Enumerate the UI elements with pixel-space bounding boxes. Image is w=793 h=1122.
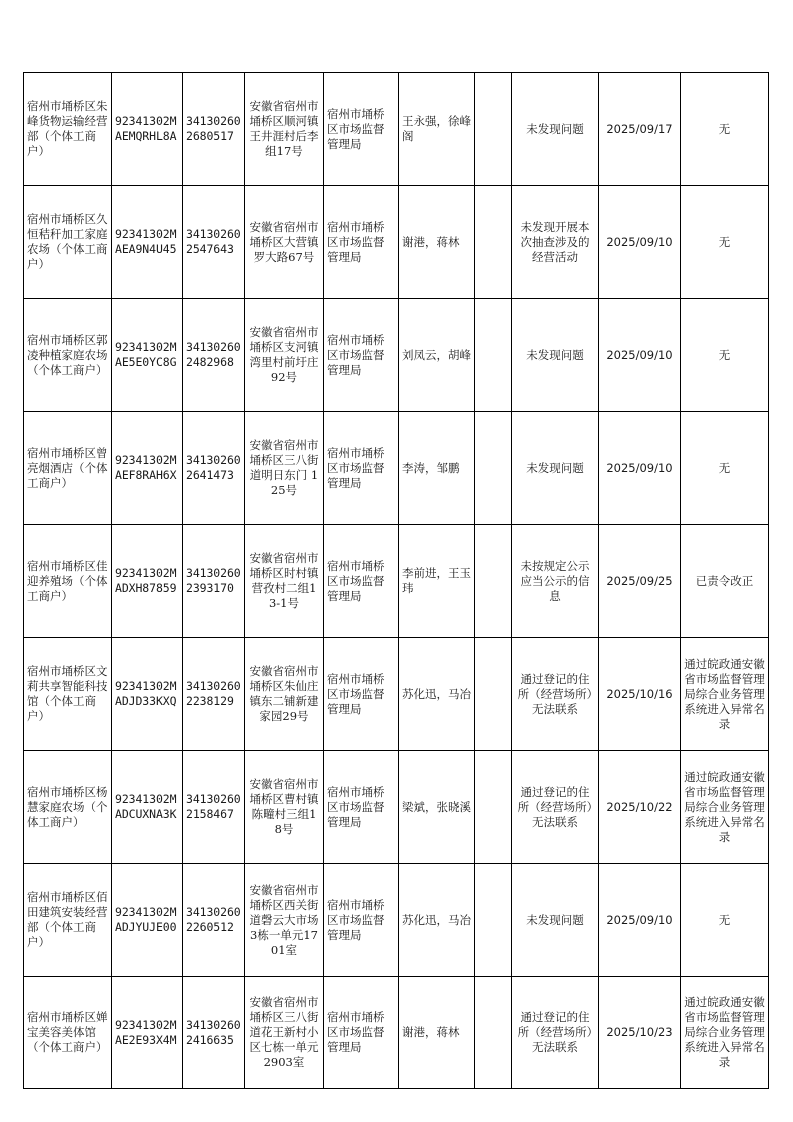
- inspection-authority-cell: 宿州市埇桥区市场监督管理局: [324, 299, 399, 412]
- address-cell: 安徽省宿州市埇桥区三八街道明日东门 125号: [245, 412, 324, 525]
- inspection-result-cell: 未发现问题: [512, 864, 599, 977]
- inspection-results-table: [23, 72, 769, 1089]
- inspection-date-cell: 2025/09/10: [599, 864, 681, 977]
- credit-code-cell: 92341302MADXH87859: [112, 525, 183, 638]
- address-cell: 安徽省宿州市埇桥区时村镇营孜村二组13-1号: [245, 525, 324, 638]
- empty-cell: [475, 638, 512, 751]
- empty-cell: [475, 525, 512, 638]
- registration-number-cell: 341302602238129: [183, 638, 245, 751]
- inspection-authority-cell: 宿州市埇桥区市场监督管理局: [324, 977, 399, 1089]
- table-row: [24, 525, 769, 638]
- empty-cell: [475, 977, 512, 1089]
- registration-number-cell: 341302602416635: [183, 977, 245, 1089]
- address-cell: 安徽省宿州市埇桥区大营镇罗大路67号: [245, 186, 324, 299]
- inspection-authority-cell: 宿州市埇桥区市场监督管理局: [324, 751, 399, 864]
- registration-number-cell: 341302602158467: [183, 751, 245, 864]
- handling-cell: 已责令改正: [681, 525, 769, 638]
- credit-code-cell: 92341302MAE2E93X4M: [112, 977, 183, 1089]
- inspection-date-cell: 2025/09/10: [599, 299, 681, 412]
- inspection-date-cell: 2025/09/17: [599, 73, 681, 186]
- inspection-authority-cell: 宿州市埇桥区市场监督管理局: [324, 525, 399, 638]
- empty-cell: [475, 299, 512, 412]
- table-row: [24, 73, 769, 186]
- table-row: [24, 186, 769, 299]
- address-cell: 安徽省宿州市埇桥区朱仙庄镇东二铺新建家园29号: [245, 638, 324, 751]
- entity-name-cell: 宿州市埇桥区曾亮烟酒店（个体工商户）: [24, 412, 112, 525]
- inspection-result-cell: 未发现问题: [512, 299, 599, 412]
- inspection-authority-cell: 宿州市埇桥区市场监督管理局: [324, 638, 399, 751]
- handling-cell: 无: [681, 299, 769, 412]
- inspection-result-cell: 未按规定公示应当公示的信息: [512, 525, 599, 638]
- inspectors-cell: 梁斌，张晓溪: [399, 751, 475, 864]
- inspection-date-cell: 2025/10/16: [599, 638, 681, 751]
- inspection-date-cell: 2025/09/10: [599, 186, 681, 299]
- inspectors-cell: 刘凤云，胡峰: [399, 299, 475, 412]
- entity-name-cell: 宿州市埇桥区婵宝美容美体馆（个体工商户）: [24, 977, 112, 1089]
- entity-name-cell: 宿州市埇桥区佳迎养殖场（个体工商户）: [24, 525, 112, 638]
- inspectors-cell: 王永强，徐峰阁: [399, 73, 475, 186]
- handling-cell: 无: [681, 412, 769, 525]
- inspectors-cell: 谢港，蒋林: [399, 186, 475, 299]
- inspection-date-cell: 2025/09/25: [599, 525, 681, 638]
- address-cell: 安徽省宿州市埇桥区支河镇湾里村前圩庄92号: [245, 299, 324, 412]
- registration-number-cell: 341302602393170: [183, 525, 245, 638]
- table-row: [24, 638, 769, 751]
- inspection-result-cell: 未发现开展本次抽查涉及的经营活动: [512, 186, 599, 299]
- inspectors-cell: 李前进，王玉玮: [399, 525, 475, 638]
- table-row: [24, 299, 769, 412]
- inspection-authority-cell: 宿州市埇桥区市场监督管理局: [324, 412, 399, 525]
- handling-cell: 无: [681, 186, 769, 299]
- handling-cell: 无: [681, 864, 769, 977]
- credit-code-cell: 92341302MADJD33KXQ: [112, 638, 183, 751]
- entity-name-cell: 宿州市埇桥区郭凌种植家庭农场（个体工商户）: [24, 299, 112, 412]
- empty-cell: [475, 864, 512, 977]
- empty-cell: [475, 186, 512, 299]
- credit-code-cell: 92341302MAE5E0YC8G: [112, 299, 183, 412]
- address-cell: 安徽省宿州市埇桥区西关街道磬云大市场3栋一单元1701室: [245, 864, 324, 977]
- address-cell: 安徽省宿州市埇桥区三八街道花王新村小区七栋一单元2903室: [245, 977, 324, 1089]
- credit-code-cell: 92341302MAEMQRHL8A: [112, 73, 183, 186]
- empty-cell: [475, 412, 512, 525]
- inspection-date-cell: 2025/10/22: [599, 751, 681, 864]
- registration-number-cell: 341302602547643: [183, 186, 245, 299]
- table-body: [24, 73, 769, 1089]
- empty-cell: [475, 751, 512, 864]
- inspection-result-cell: 通过登记的住所（经营场所）无法联系: [512, 977, 599, 1089]
- credit-code-cell: 92341302MADJYUJE00: [112, 864, 183, 977]
- address-cell: 安徽省宿州市埇桥区曹村镇陈疃村三组18号: [245, 751, 324, 864]
- inspection-authority-cell: 宿州市埇桥区市场监督管理局: [324, 186, 399, 299]
- inspectors-cell: 苏化迅，马冶: [399, 638, 475, 751]
- entity-name-cell: 宿州市埇桥区久恒秸秆加工家庭农场（个体工商户）: [24, 186, 112, 299]
- handling-cell: 通过皖政通安徽省市场监督管理局综合业务管理系统进入异常名录: [681, 977, 769, 1089]
- table-row: [24, 412, 769, 525]
- entity-name-cell: 宿州市埇桥区文莉共享智能科技馆（个体工商户）: [24, 638, 112, 751]
- table-row: [24, 751, 769, 864]
- inspection-result-cell: 通过登记的住所（经营场所）无法联系: [512, 751, 599, 864]
- inspection-result-cell: 未发现问题: [512, 73, 599, 186]
- credit-code-cell: 92341302MAEF8RAH6X: [112, 412, 183, 525]
- handling-cell: 无: [681, 73, 769, 186]
- handling-cell: 通过皖政通安徽省市场监督管理局综合业务管理系统进入异常名录: [681, 751, 769, 864]
- table-row: [24, 977, 769, 1089]
- address-cell: 安徽省宿州市埇桥区顺河镇王井涯村后李组17号: [245, 73, 324, 186]
- inspection-authority-cell: 宿州市埇桥区市场监督管理局: [324, 73, 399, 186]
- entity-name-cell: 宿州市埇桥区佰田建筑安装经营部（个体工商户）: [24, 864, 112, 977]
- credit-code-cell: 92341302MADCUXNA3K: [112, 751, 183, 864]
- inspection-authority-cell: 宿州市埇桥区市场监督管理局: [324, 864, 399, 977]
- inspection-result-cell: 通过登记的住所（经营场所）无法联系: [512, 638, 599, 751]
- empty-cell: [475, 73, 512, 186]
- inspection-date-cell: 2025/09/10: [599, 412, 681, 525]
- entity-name-cell: 宿州市埇桥区杨慧家庭农场（个体工商户）: [24, 751, 112, 864]
- table-row: [24, 864, 769, 977]
- inspection-date-cell: 2025/10/23: [599, 977, 681, 1089]
- registration-number-cell: 341302602680517: [183, 73, 245, 186]
- registration-number-cell: 341302602641473: [183, 412, 245, 525]
- registration-number-cell: 341302602260512: [183, 864, 245, 977]
- handling-cell: 通过皖政通安徽省市场监督管理局综合业务管理系统进入异常名录: [681, 638, 769, 751]
- entity-name-cell: 宿州市埇桥区朱峰货物运输经营部（个体工商户）: [24, 73, 112, 186]
- inspection-result-cell: 未发现问题: [512, 412, 599, 525]
- credit-code-cell: 92341302MAEA9N4U45: [112, 186, 183, 299]
- inspectors-cell: 谢港，蒋林: [399, 977, 475, 1089]
- inspectors-cell: 李涛，邹鹏: [399, 412, 475, 525]
- inspectors-cell: 苏化迅，马冶: [399, 864, 475, 977]
- registration-number-cell: 341302602482968: [183, 299, 245, 412]
